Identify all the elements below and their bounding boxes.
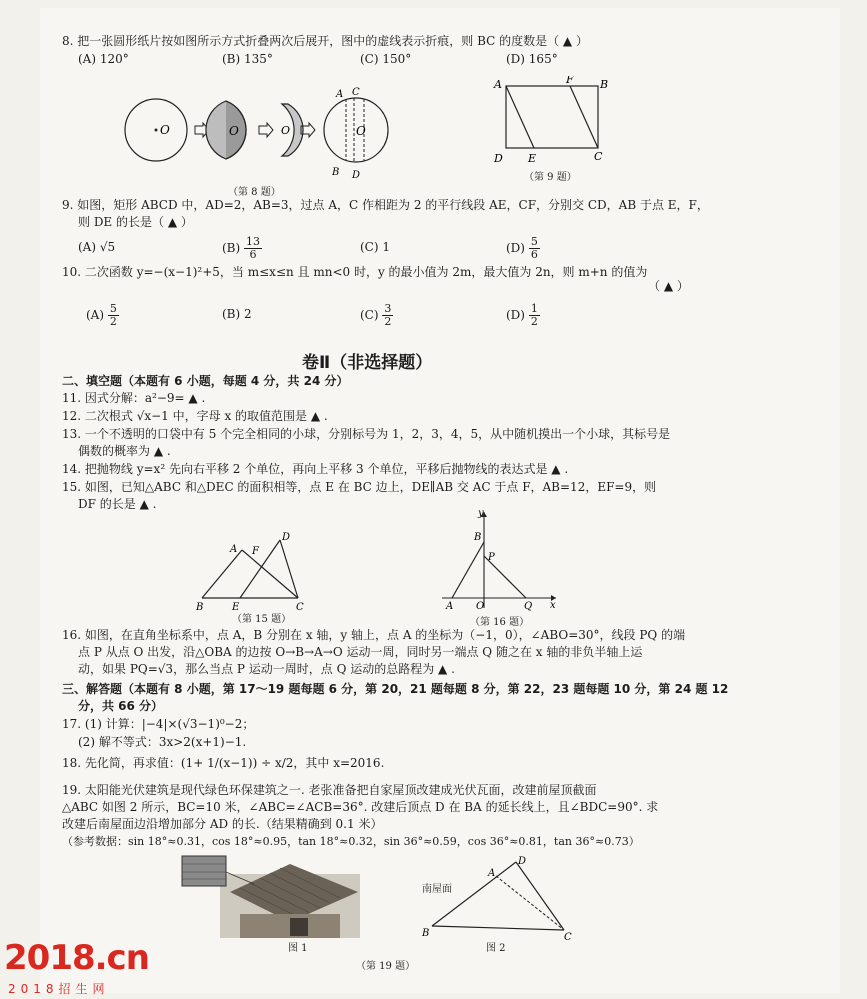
q19-caption: （第 19 题） — [356, 961, 416, 972]
svg-text:A: A — [494, 78, 502, 91]
q9-caption: （第 9 题） — [524, 172, 577, 183]
q9-stem-line2: 则 DE 的长是（ ▲ ） — [78, 215, 193, 229]
svg-text:y: y — [478, 508, 484, 519]
svg-text:A: A — [230, 544, 238, 555]
q18: 18. 先化简，再求值：(1+ 1/(x−1)) ÷ x/2，其中 x=2016. — [62, 756, 385, 770]
svg-text:B: B — [474, 532, 482, 543]
q19-south-roof-label: 南屋面 — [422, 884, 452, 895]
q16-caption: （第 16 题） — [470, 617, 530, 628]
svg-text:O: O — [356, 124, 366, 138]
q9-option-b: (B) $\frac{13}{6}$ — [222, 235, 261, 261]
q19-line2: △ABC 如图 2 所示，BC=10 米，∠ABC=∠ACB=36°. 改建后顶点 D 在 BA 的延长线上，且∠BDC=90°. 求 — [62, 800, 659, 814]
q15-line2: DF 的长是 ▲ . — [78, 497, 157, 511]
q19-line3: 改建后南屋面边沿增加部分 AD 的长.（结果精确到 0.1 米） — [62, 817, 383, 831]
q19-roof-triangle-diagram — [418, 854, 588, 944]
q19-reference-data: （参考数据：sin 18°≈0.31，cos 18°≈0.95，tan 18°≈0.32，sin 36°≈0.59，cos 36°≈0.81，tan 36°≈0.73） — [62, 835, 640, 848]
svg-text:D: D — [518, 856, 527, 867]
svg-text:C: C — [296, 602, 304, 613]
svg-text:O: O — [281, 124, 291, 137]
svg-text:A: A — [488, 868, 496, 879]
q13-line2: 偶数的概率为 ▲ . — [78, 444, 171, 458]
q13-line1: 13. 一个不透明的口袋中有 5 个完全相同的小球，分别标号为 1，2，3，4，5，从中随机摸出一个小球，其标号是 — [62, 427, 671, 441]
q8-option-b: (B) 135° — [222, 52, 273, 66]
svg-text:F: F — [252, 546, 259, 557]
q8-stem: 8. 把一张圆形纸片按如图所示方式折叠两次后展开，图中的虚线表示折痕，则 BC 的度数是（ ▲ ） — [62, 34, 588, 48]
svg-text:A: A — [446, 601, 454, 612]
svg-text:D: D — [352, 170, 361, 181]
answer-header-line1: 三、解答题（本题有 8 小题，第 17～19 题每题 6 分，第 20，21 题每题 8 分，第 22，23 题每题 10 分，第 24 题 12 — [62, 682, 729, 696]
section2-title: 卷Ⅱ（非选择题） — [302, 353, 433, 373]
svg-text:O: O — [160, 123, 170, 137]
q16-line2: 点 P 从点 O 出发，沿△OBA 的边按 O→B→A→O 运动一周，同时另一端点 Q 随之在 x 轴的非负半轴上运 — [78, 645, 643, 659]
q9-stem-line1: 9. 如图，矩形 ABCD 中，AD=2，AB=3，过点 A，C 作相距为 2 的平行线段 AE，CF，分别交 CD，AB 于点 E，F， — [62, 198, 709, 212]
q16-line3: 动，如果 PQ=√3，那么当点 P 运动一周时，点 Q 运动的总路程为 ▲ . — [78, 662, 455, 676]
q8-option-c: (C) 150° — [360, 52, 412, 66]
q10-option-a: (A) $\frac{5}{2}$ — [86, 302, 117, 328]
q16-line1: 16. 如图，在直角坐标系中，点 A，B 分别在 x 轴，y 轴上，点 A 的坐标为（−1，0），∠ABO=30°，线段 PQ 的端 — [62, 628, 686, 642]
fill-header: 二、填空题（本题有 6 小题，每题 4 分，共 24 分） — [62, 374, 349, 388]
q9-option-c: (C) 1 — [360, 240, 390, 254]
q19-line1: 19. 太阳能光伏建筑是现代绿色环保建筑之一. 老张准备把自家屋顶改建成光伏瓦面，改建前屋顶截面 — [62, 783, 597, 797]
svg-text:F: F — [566, 76, 574, 86]
q8-fold-diagram — [118, 84, 418, 188]
q10-blank: （ ▲ ） — [648, 279, 689, 293]
q8-option-a: (A) 120° — [78, 52, 129, 66]
q15-line1: 15. 如图，已知△ABC 和△DEC 的面积相等，点 E 在 BC 边上，DE∥AB 交 AC 于点 F，AB=12，EF=9，则 — [62, 480, 657, 494]
svg-text:B: B — [422, 928, 430, 939]
watermark-subtitle: 2018招生网 — [8, 982, 110, 996]
answer-header-line2: 分，共 66 分） — [78, 699, 164, 713]
q10-option-b: (B) 2 — [222, 307, 252, 321]
q17-part1: 17. (1) 计算：|−4|×(√3−1)⁰−2； — [62, 717, 255, 731]
svg-text:O: O — [229, 124, 239, 138]
svg-text:D: D — [282, 532, 291, 543]
svg-text:D: D — [494, 152, 503, 165]
q10-option-c: (C) $\frac{3}{2}$ — [360, 302, 392, 328]
svg-text:C: C — [352, 87, 360, 98]
q10-option-d: (D) $\frac{1}{2}$ — [506, 302, 538, 328]
svg-text:E: E — [232, 602, 240, 613]
q15-triangle-diagram — [190, 530, 320, 616]
svg-text:B: B — [196, 602, 204, 613]
svg-text:P: P — [488, 552, 495, 563]
q15-caption: （第 15 题） — [232, 614, 292, 625]
q11: 11. 因式分解：a²−9= ▲ . — [62, 391, 206, 405]
q19-figure1-label: 图 1 — [288, 943, 308, 954]
watermark-logo-text: 2018.cn — [4, 938, 149, 978]
q14: 14. 把抛物线 y=x² 先向右平移 2 个单位，再向上平移 3 个单位，平移后抛物线的表达式是 ▲ . — [62, 462, 569, 476]
svg-text:B: B — [600, 78, 609, 91]
svg-text:Q: Q — [524, 601, 533, 612]
svg-text:E: E — [528, 152, 537, 165]
q10-stem: 10. 二次函数 y=−(x−1)²+5，当 m≤x≤n 且 mn<0 时，y 的最小值为 2m，最大值为 2n，则 m+n 的值为 — [62, 265, 648, 279]
q9-option-a: (A) √5 — [78, 240, 116, 254]
q9-rectangle-diagram — [490, 76, 620, 168]
q19-house-photo — [170, 852, 366, 942]
svg-text:C: C — [564, 932, 572, 943]
svg-text:B: B — [332, 167, 340, 178]
svg-text:O: O — [476, 601, 485, 612]
q12: 12. 二次根式 √x−1 中，字母 x 的取值范围是 ▲ . — [62, 409, 328, 423]
q19-figure2-label: 图 2 — [486, 943, 506, 954]
q17-part2: (2) 解不等式：3x>2(x+1)−1. — [78, 735, 247, 749]
svg-text:x: x — [550, 600, 556, 611]
svg-text:A: A — [336, 89, 344, 100]
svg-text:C: C — [594, 150, 603, 163]
site-watermark — [0, 936, 170, 999]
q8-option-d: (D) 165° — [506, 52, 558, 66]
q8-caption: （第 8 题） — [228, 187, 281, 198]
q16-coordinate-diagram — [438, 508, 564, 612]
q9-option-d: (D) $\frac{5}{6}$ — [506, 235, 538, 261]
